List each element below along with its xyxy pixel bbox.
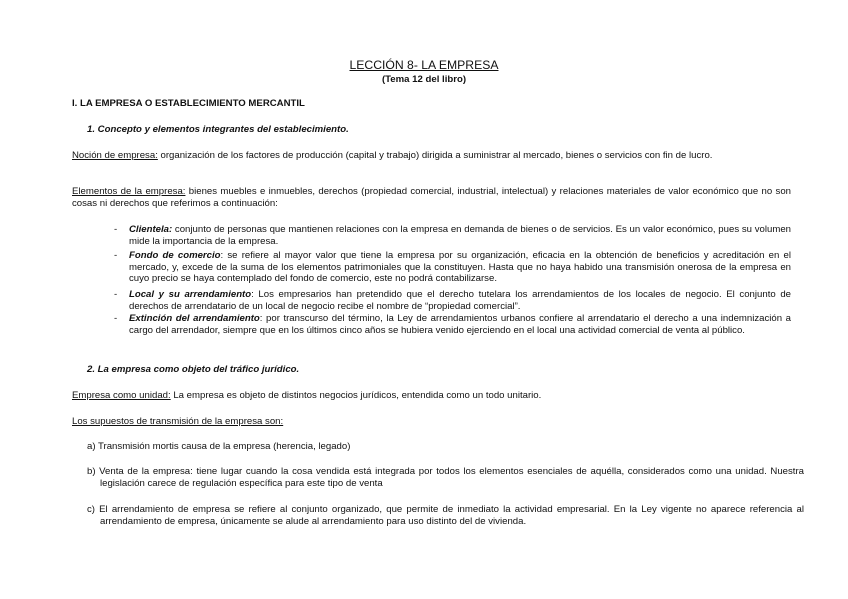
supuestos-label-text: Los supuestos de transmisión de la empresa son: (72, 416, 284, 427)
unidad-text: La empresa es objeto de distintos negocios jurídicos, entendida como un todo unitario. (170, 390, 542, 401)
bullet-text: : se refiere al mayor valor que tiene la empresa por su organización, eficacia en la obtención de beneficios y acreditación en el mercado, y, excede de la suma de los elementos patrimoniales que la constituyen. Hasta que no haya habido una transmisión onerosa de la empresa en cuyo precio se haya contemplado del fondo de comercio, este no podrá contabilizarse. (129, 250, 791, 285)
elementos-text: bienes muebles e inmuebles, derechos (propiedad comercial, industrial, intelectual) y relaciones materiales de valor económico que no son cosas ni derechos que referimos a continuación: (72, 186, 791, 209)
supuestos-label (72, 416, 283, 428)
dash-icon: - (114, 313, 118, 324)
bullet-term: Fondo de comercio (129, 250, 221, 261)
dash-icon: - (114, 250, 118, 261)
nocion-label: Noción de empresa: (72, 150, 158, 161)
bullet-text: conjunto de personas que mantienen relaciones con la empresa en demanda de bienes o de servicios. Es un valor económico, pues su volumen mide la importancia de la empresa. (129, 224, 791, 247)
unidad-label: Empresa como unidad: (72, 390, 171, 401)
bullet-term: Local y su arrendamiento (129, 289, 252, 300)
nocion-text: organización de los factores de producción (capital y trabajo) dirigida a suministrar al mercado, bienes o servicios con fin de lucro. (157, 150, 713, 161)
supuesto-item-c: c) El arrendamiento de empresa se refiere al conjunto organizado, que permite de inmediato la actividad empresarial. En la Ley vigente no aparece referencia al arrendamiento de empresa, únicamente se alude al arrendamiento para uso distinto del de vivienda. (87, 504, 804, 527)
elementos-paragraph (72, 186, 791, 209)
bullet-term: Extinción del arrendamiento (129, 313, 260, 324)
section-heading: I. LA EMPRESA O ESTABLECIMIENTO MERCANTIL (72, 98, 305, 109)
nocion-paragraph (72, 150, 791, 162)
dash-icon: - (114, 224, 118, 235)
bullet-term: Clientela: (129, 224, 173, 235)
subsection-heading-1: 1. Concepto y elementos integrantes del establecimiento. (87, 124, 349, 135)
page-subtitle: (Tema 12 del libro) (381, 74, 467, 85)
subsection-heading-2: 2. La empresa como objeto del tráfico jurídico. (87, 364, 300, 375)
elementos-label: Elementos de la empresa: (72, 186, 186, 197)
dash-icon: - (114, 289, 118, 300)
bullet-text: : Los empresarios han pretendido que el derecho tutelara los arrendamientos de los locales de negocio. El conjunto de derechos de arrendatario de un local de negocio recibe el nombre de “propiedad comercial”. (129, 289, 791, 312)
unidad-paragraph (72, 390, 791, 402)
supuesto-item-b: b) Venta de la empresa: tiene lugar cuando la cosa vendida está integrada por todos los elementos esenciales de aquélla, considerados como una unidad. Nuestra legislación carece de regulación específica para este tipo de venta (87, 466, 804, 489)
supuesto-item-a: a) Transmisión mortis causa de la empresa (herencia, legado) (87, 441, 351, 452)
page-title: LECCIÓN 8- LA EMPRESA (349, 58, 499, 72)
bullet-text: : por transcurso del término, la Ley de arrendamientos urbanos confiere al arrendatario el derecho a una indemnización a cargo del arrendador, siempre que en los últimos cinco años se hubiera venido ejerciendo en el local una actividad comercial de venta al público. (129, 313, 791, 336)
